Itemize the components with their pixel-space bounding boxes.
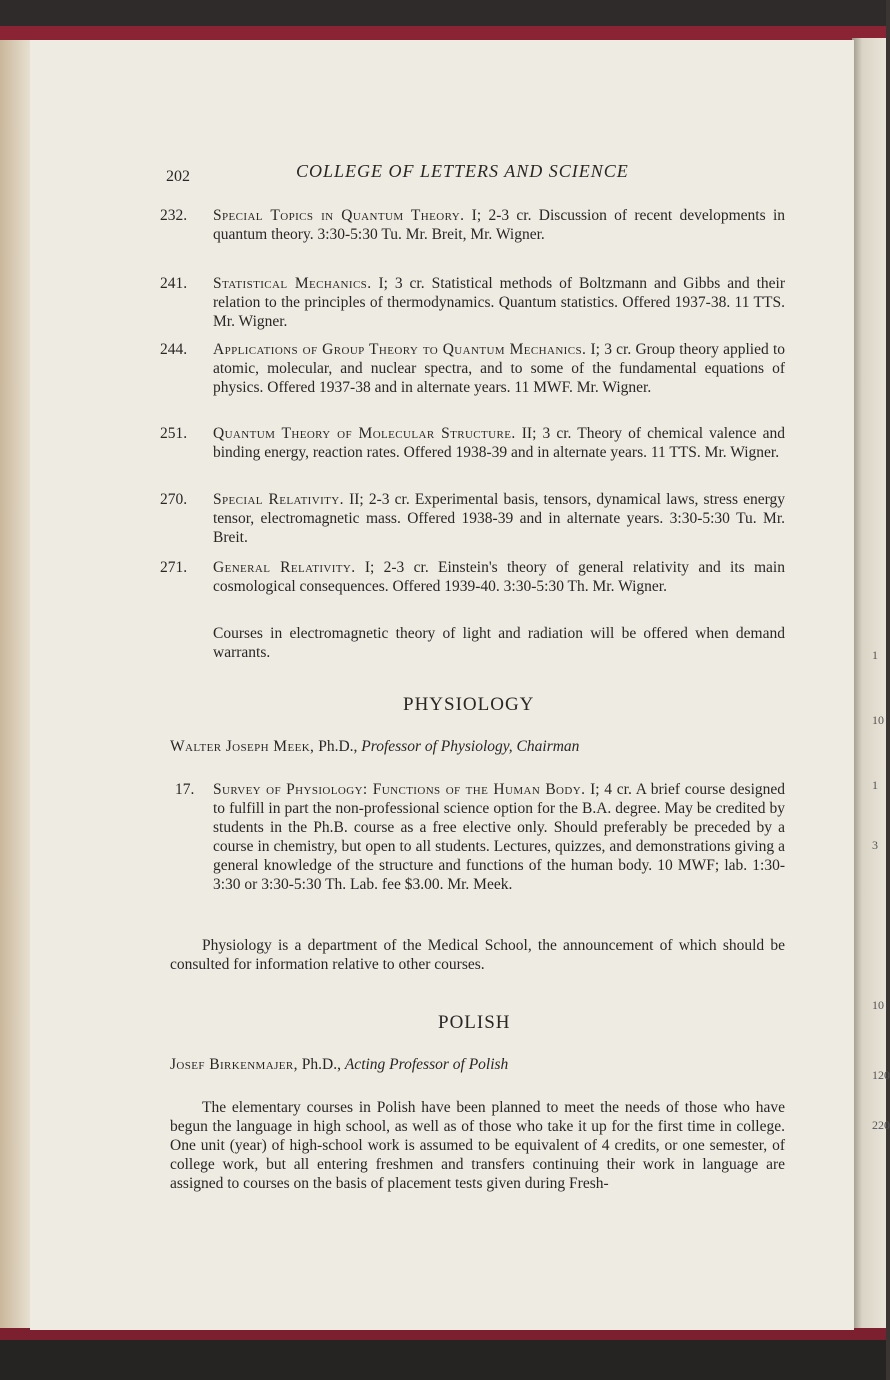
faculty-title: Acting Professor of Polish [344, 1056, 509, 1073]
right-edge-mark: 10 [872, 998, 884, 1012]
course-number: 270. [160, 491, 188, 508]
course-entry [160, 780, 785, 894]
course-entry [160, 274, 785, 331]
course-title: Quantum Theory of Molecular Structure. [213, 425, 516, 442]
section-heading-physiology: PHYSIOLOGY [403, 694, 535, 715]
course-title: Applications of Group Theory to Quantum Mechanics. [213, 341, 587, 358]
right-edge-mark: 1 [872, 648, 878, 662]
course-description: I; 4 cr. A brief course designed to fulfill in part the non-professional science option for the B.A. degree. May be credited by students in the Ph.B. course as a free elective only. Should preferably be preceded by a course in chemistry, but open to all students. Lectures, quizzes, and demonstrations giving a general knowledge of the structure and functions of the human body. 10 MWF; lab. 1:30-3:30 or 3:30-5:30 Th. Lab. fee $3.00. Mr. Meek. [213, 781, 786, 893]
course-number: 17. [175, 781, 195, 798]
course-title: Survey of Physiology: Functions of the Human Body. [213, 781, 586, 798]
course-entry [160, 490, 785, 547]
course-description: I; 2-3 cr. Discussion of recent developments in quantum theory. 3:30-5:30 Tu. Mr. Breit, Mr. Wigner. [213, 207, 785, 243]
right-edge-mark: 220 [872, 1118, 890, 1132]
section-heading-polish: POLISH [438, 1012, 511, 1033]
right-edge-mark: 1 [872, 778, 878, 792]
running-title: COLLEGE OF LETTERS AND SCIENCE [296, 161, 629, 181]
course-title: Statistical Mechanics. [213, 275, 372, 292]
faculty-degree: Ph.D., [301, 1056, 341, 1073]
right-edge-mark: 10 [872, 713, 884, 727]
course-description: II; 2-3 cr. Experimental basis, tensors, dynamical laws, stress energy tensor, electromagnetic mass. Offered 1938-39 and in alternate years. 3:30-5:30 Tu. Mr. Breit. [213, 491, 786, 546]
faculty-line [170, 1056, 508, 1074]
right-edge-mark: 3 [872, 838, 878, 852]
course-number: 271. [160, 559, 188, 576]
right-edge-mark: 120 [872, 1068, 890, 1082]
course-number: 244. [160, 341, 188, 358]
faculty-degree: Ph.D., [318, 738, 358, 755]
course-title: Special Topics in Quantum Theory. [213, 207, 465, 224]
faculty-line [170, 738, 579, 756]
course-entry [160, 558, 785, 596]
page-number: 202 [166, 168, 190, 185]
course-description: I; 3 cr. Statistical methods of Boltzmann and Gibbs and their relation to the principles of thermodynamics. Quantum statistics. Offered 1937-38. 11 TTS. Mr. Wigner. [213, 275, 785, 330]
book-bottom-shadow [0, 1340, 886, 1380]
course-title: General Relativity. [213, 559, 356, 576]
course-entry [160, 206, 785, 244]
course-description: I; 2-3 cr. Einstein's theory of general relativity and its main cosmological consequences. Offered 1939-40. 3:30-5:30 Th. Mr. Wigner. [213, 559, 785, 595]
course-number: 241. [160, 275, 188, 292]
page-header [160, 160, 660, 190]
course-description: I; 3 cr. Group theory applied to atomic, molecular, and nuclear spectra, and to some of the fundamental equations of physics. Offered 1937-38 and in alternate years. 11 MWF. Mr. Wigner. [213, 341, 785, 396]
book-left-page-edge [0, 40, 30, 1332]
course-description: II; 3 cr. Theory of chemical valence and binding energy, reaction rates. Offered 1938-39 and in alternate years. 11 TTS. Mr. Wigner. [213, 425, 785, 461]
book-right-page-stack [852, 38, 890, 1334]
faculty-title: Professor of Physiology, Chairman [361, 738, 580, 755]
polish-intro: The elementary courses in Polish have been planned to meet the needs of those who have begun the language in high school, as well as of those who take it up for the first time in college. One unit (year) of high-school work is assumed to be equivalent of 4 credits, or one semester, of college work, but all entering freshmen and transfers continuing their work in language are assigned to courses on the basis of placement tests given during Fresh- [170, 1099, 785, 1192]
physics-note: Courses in electromagnetic theory of light and radiation will be offered when demand warrants. [213, 625, 785, 661]
course-number: 251. [160, 425, 188, 442]
faculty-name: Walter Joseph Meek, [170, 738, 315, 755]
course-entry [160, 340, 785, 397]
course-entry [160, 424, 785, 462]
course-number: 232. [160, 207, 188, 224]
faculty-name: Josef Birkenmajer, [170, 1056, 298, 1073]
physiology-note: Physiology is a department of the Medical School, the announcement of which should be consulted for information relative to other courses. [170, 937, 785, 973]
course-title: Special Relativity. [213, 491, 344, 508]
